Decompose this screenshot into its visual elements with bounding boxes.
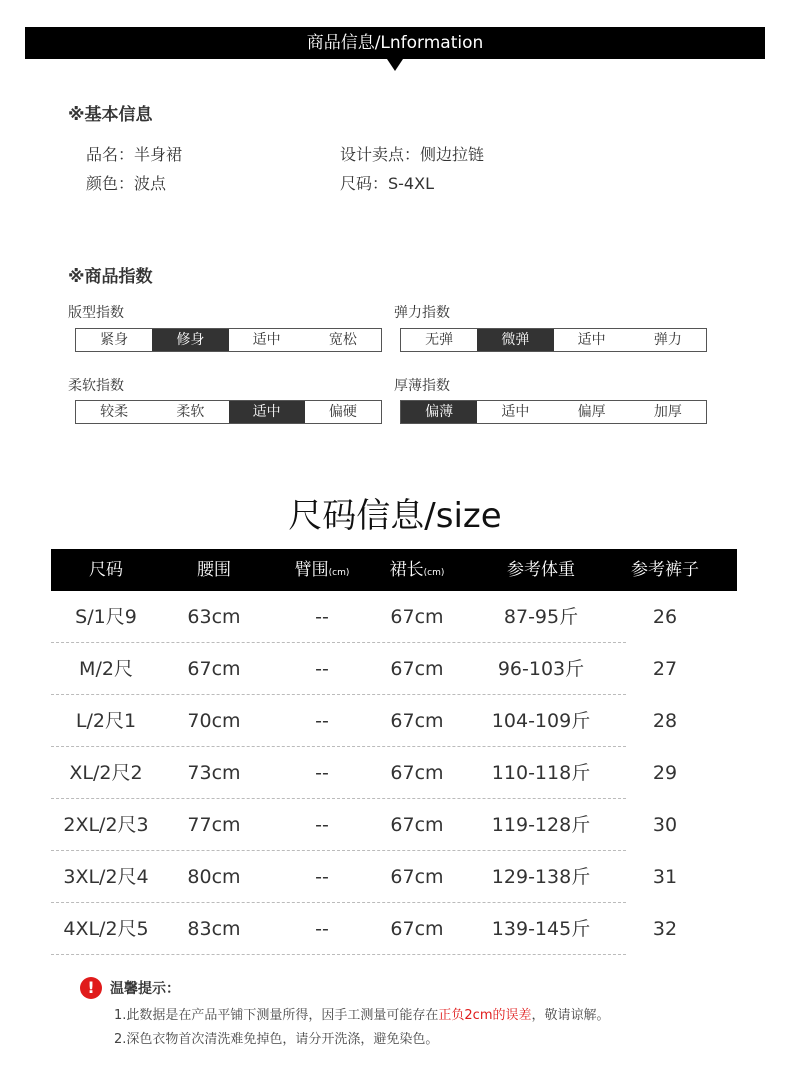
index-option-selected: 适中 bbox=[229, 401, 305, 423]
table-cell: -- bbox=[315, 658, 329, 680]
size-table-header bbox=[51, 549, 737, 591]
table-cell: 70cm bbox=[187, 710, 241, 732]
table-header-label: 臂围 bbox=[294, 560, 329, 580]
table-cell: 77cm bbox=[187, 814, 241, 836]
index-option: 偏硬 bbox=[328, 404, 357, 420]
index-scale bbox=[75, 328, 382, 352]
table-cell: 67cm bbox=[390, 658, 444, 680]
section-header-bar bbox=[25, 27, 765, 59]
table-cell: -- bbox=[315, 606, 329, 628]
table-cell: 67cm bbox=[390, 814, 444, 836]
warning-icon: ! bbox=[80, 977, 102, 999]
tip-line-2: 2.深色衣物首次清洗难免掉色，请分开洗涤，避免染色。 bbox=[114, 1032, 439, 1047]
index-option: 较柔 bbox=[100, 404, 129, 420]
table-cell: 110-118斤 bbox=[491, 762, 591, 784]
basic-info-title: ※基本信息 bbox=[68, 105, 153, 125]
table-cell: S/1尺9 bbox=[75, 606, 137, 628]
table-cell: 67cm bbox=[390, 762, 444, 784]
table-cell: 28 bbox=[652, 710, 678, 732]
tip-line-1-highlight: 正负2cm的误差 bbox=[438, 1008, 532, 1023]
table-cell: 67cm bbox=[187, 658, 241, 680]
index-label: 柔软指数 bbox=[68, 378, 124, 394]
table-cell: 104-109斤 bbox=[491, 710, 591, 732]
tips-title: 温馨提示： bbox=[110, 981, 180, 997]
table-cell: 83cm bbox=[187, 918, 241, 940]
table-cell: 73cm bbox=[187, 762, 241, 784]
index-scale bbox=[400, 400, 707, 424]
table-row bbox=[51, 591, 737, 643]
product-name: 品名：半身裙 bbox=[86, 145, 183, 164]
table-row bbox=[51, 851, 737, 903]
table-cell: -- bbox=[315, 866, 329, 888]
table-cell: 3XL/2尺4 bbox=[63, 866, 149, 888]
table-header-cell bbox=[89, 549, 123, 591]
table-header-label: 参考体重 bbox=[507, 560, 575, 580]
index-option: 适中 bbox=[577, 332, 606, 348]
index-option-selected: 偏薄 bbox=[401, 401, 477, 423]
table-cell: 129-138斤 bbox=[491, 866, 591, 888]
table-cell: -- bbox=[315, 814, 329, 836]
index-option: 加厚 bbox=[653, 404, 682, 420]
table-cell: XL/2尺2 bbox=[69, 762, 143, 784]
table-header-label: 腰围 bbox=[197, 560, 231, 580]
table-row bbox=[51, 799, 737, 851]
index-option-selected: 微弹 bbox=[477, 329, 553, 351]
index-label: 版型指数 bbox=[68, 305, 124, 321]
table-cell: 67cm bbox=[390, 918, 444, 940]
table-cell: L/2尺1 bbox=[75, 710, 137, 732]
table-cell: 27 bbox=[652, 658, 678, 680]
index-option: 偏厚 bbox=[577, 404, 606, 420]
product-color: 颜色：波点 bbox=[86, 174, 167, 193]
table-cell: 4XL/2尺5 bbox=[63, 918, 149, 940]
table-cell: M/2尺 bbox=[79, 658, 133, 680]
index-label: 弹力指数 bbox=[394, 305, 450, 321]
table-header-cell bbox=[507, 549, 575, 591]
table-cell: 29 bbox=[652, 762, 678, 784]
index-option-selected: 修身 bbox=[152, 329, 228, 351]
table-cell: 2XL/2尺3 bbox=[63, 814, 149, 836]
table-cell: 119-128斤 bbox=[491, 814, 591, 836]
table-header-label: 裙长 bbox=[389, 560, 424, 580]
index-option: 适中 bbox=[501, 404, 530, 420]
table-cell: 67cm bbox=[390, 866, 444, 888]
table-header-cell bbox=[295, 549, 350, 591]
table-cell: 67cm bbox=[390, 710, 444, 732]
table-cell: 30 bbox=[652, 814, 678, 836]
product-size-range: 尺码：S-4XL bbox=[340, 174, 434, 193]
index-option: 紧身 bbox=[100, 332, 129, 348]
tip-line-1 bbox=[114, 1004, 610, 1023]
product-feature: 设计卖点：侧边拉链 bbox=[340, 145, 485, 164]
header-arrow-icon bbox=[387, 59, 403, 71]
index-option: 宽松 bbox=[328, 332, 357, 348]
table-cell: 67cm bbox=[390, 606, 444, 628]
table-header-cell bbox=[390, 549, 445, 591]
table-header-unit: (cm) bbox=[423, 568, 445, 578]
table-cell: 31 bbox=[652, 866, 678, 888]
index-option: 弹力 bbox=[653, 332, 682, 348]
size-info-title: 尺码信息/size bbox=[288, 496, 502, 536]
table-cell: -- bbox=[315, 710, 329, 732]
tip-line-1-start: 1.此数据是在产品平铺下测量所得，因手工测量可能存在 bbox=[114, 1008, 439, 1023]
table-row bbox=[51, 747, 737, 799]
table-header-label: 参考裤子 bbox=[631, 560, 699, 580]
table-header-unit: (cm) bbox=[328, 568, 350, 578]
index-scale bbox=[400, 328, 707, 352]
table-cell: 80cm bbox=[187, 866, 241, 888]
table-cell: 96-103斤 bbox=[497, 658, 585, 680]
row-divider bbox=[51, 954, 626, 955]
table-row bbox=[51, 643, 737, 695]
table-header-label: 尺码 bbox=[89, 560, 123, 580]
table-cell: 32 bbox=[652, 918, 678, 940]
table-header-cell bbox=[631, 549, 699, 591]
table-row bbox=[51, 695, 737, 747]
table-cell: -- bbox=[315, 762, 329, 784]
index-option: 适中 bbox=[252, 332, 281, 348]
product-index-title: ※商品指数 bbox=[68, 267, 153, 287]
index-scale bbox=[75, 400, 382, 424]
table-cell: -- bbox=[315, 918, 329, 940]
index-option: 无弹 bbox=[425, 332, 454, 348]
table-row bbox=[51, 903, 737, 955]
tip-line-1-end: ，敬请谅解。 bbox=[531, 1008, 610, 1023]
table-cell: 139-145斤 bbox=[491, 918, 591, 940]
table-header-cell bbox=[197, 549, 231, 591]
table-cell: 26 bbox=[652, 606, 678, 628]
table-cell: 87-95斤 bbox=[503, 606, 579, 628]
table-cell: 63cm bbox=[187, 606, 241, 628]
index-label: 厚薄指数 bbox=[394, 378, 450, 394]
index-option: 柔软 bbox=[176, 404, 205, 420]
section-header-title: 商品信息/Lnformation bbox=[306, 33, 484, 53]
